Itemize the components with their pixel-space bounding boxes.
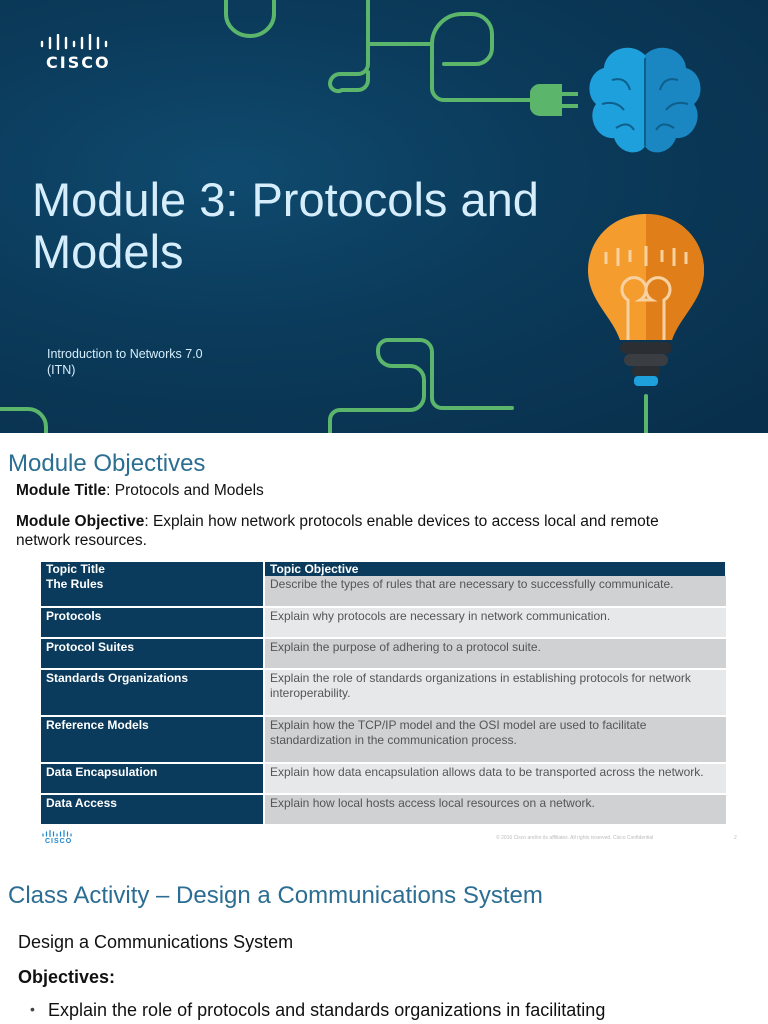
lightbulb-icon xyxy=(588,214,704,386)
table-row xyxy=(41,576,726,607)
topic-cell: The Rules xyxy=(41,576,264,607)
objectives-table xyxy=(41,562,727,826)
objective-cell: Explain why protocols are necessary in network communication. xyxy=(264,607,726,638)
topic-cell: Protocol Suites xyxy=(41,638,264,669)
slide-subtitle xyxy=(47,346,277,378)
bullet-dot-icon: • xyxy=(30,1001,35,1017)
table-row xyxy=(41,763,726,794)
objective-cell: Explain the role of standards organizations in establishing protocols for network interoperability. xyxy=(264,669,726,716)
slide-title: Module 3: Protocols and Models xyxy=(32,173,539,278)
title-slide xyxy=(0,0,768,433)
brain-icon xyxy=(589,48,700,153)
table-header-topic: Topic Title xyxy=(41,562,264,576)
topic-cell: Reference Models xyxy=(41,716,264,763)
module-objective-label: Module Objective xyxy=(16,513,145,530)
objective-cell: Describe the types of rules that are necessary to successfully communicate. xyxy=(264,576,726,607)
table-row xyxy=(41,669,726,716)
copyright-text: © 2016 Cisco and/or its affiliates. All rights reserved. Cisco Confidential xyxy=(496,835,654,841)
objective-cell: Explain how the TCP/IP model and the OSI model are used to facilitate standardization in the communication process. xyxy=(264,716,726,763)
cisco-logo xyxy=(40,34,110,72)
objectives-slide xyxy=(0,440,768,850)
module-title-value: : Protocols and Models xyxy=(106,482,264,499)
objective-cell: Explain the purpose of adhering to a protocol suite. xyxy=(264,638,726,669)
activity-line: Design a Communications System xyxy=(18,932,294,952)
page-number: 2 xyxy=(734,835,737,841)
cisco-logo-text: CISCO xyxy=(46,53,111,72)
table-row xyxy=(41,638,726,669)
module-title-line xyxy=(16,482,264,500)
activity-slide xyxy=(0,868,768,1024)
table-header-objective: Topic Objective xyxy=(264,562,726,576)
table-header-row xyxy=(41,562,726,576)
footer-cisco-logo xyxy=(42,830,72,848)
cisco-bars-icon xyxy=(40,34,110,50)
plug-icon xyxy=(530,84,578,116)
module-objective-value: : Explain how network protocols enable devices to access local and remote network resources. xyxy=(16,513,659,549)
objectives-label: Objectives: xyxy=(18,967,116,987)
table-row xyxy=(41,716,726,763)
topic-cell: Standards Organizations xyxy=(41,669,264,716)
topic-cell: Protocols xyxy=(41,607,264,638)
subtitle-code: (ITN) xyxy=(47,363,76,377)
topic-cell: Data Access xyxy=(41,794,264,825)
objectives-heading: Module Objectives xyxy=(8,450,206,477)
footer-cisco-text: CISCO xyxy=(45,838,73,845)
module-title-label: Module Title xyxy=(16,482,107,499)
table-row xyxy=(41,794,726,825)
objective-cell: Explain how local hosts access local resources on a network. xyxy=(264,794,726,825)
objective-cell: Explain how data encapsulation allows data to be transported across the network. xyxy=(264,763,726,794)
topic-cell: Data Encapsulation xyxy=(41,763,264,794)
bullet-item: Explain the role of protocols and standards organizations in facilitating xyxy=(48,1000,606,1020)
subtitle-course: Introduction to Networks 7.0 xyxy=(47,347,203,361)
module-objective-line xyxy=(16,512,716,550)
footer-cisco-bars-icon xyxy=(42,830,72,837)
table-row xyxy=(41,607,726,638)
activity-heading: Class Activity – Design a Communications System xyxy=(8,882,543,909)
